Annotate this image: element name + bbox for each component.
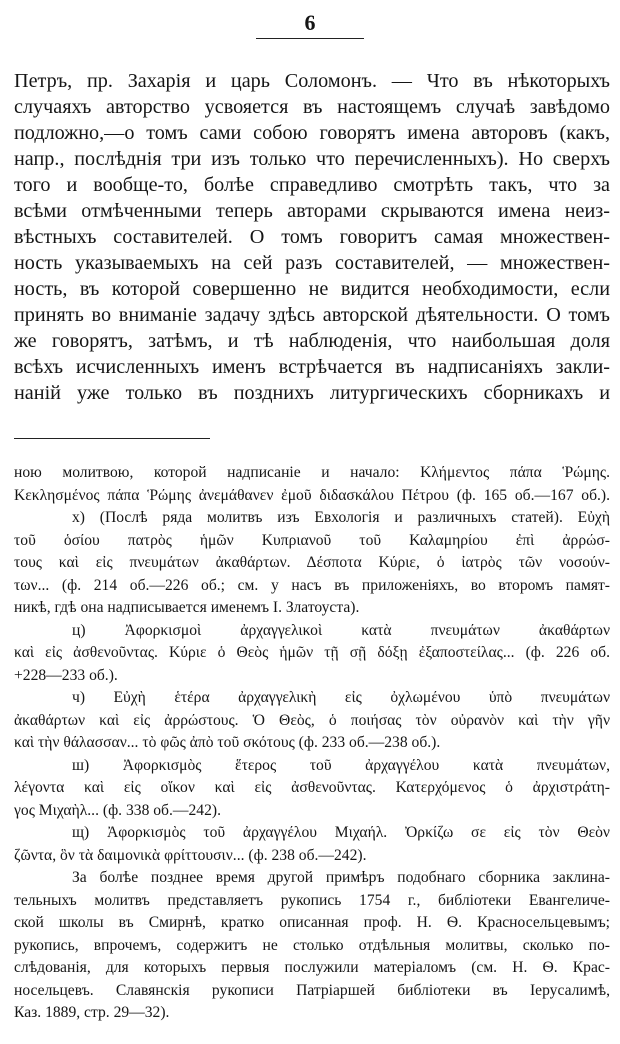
footnote-line: τοῦ ὁσίου πατρὸς ἡμῶν Κυπριανοῦ τοῦ Καλαμηρίου ἐπὶ ἀρρώσ- (14, 531, 610, 549)
main-text-line: всѣхъ исчисленныхъ именъ встрѣчается въ надписаніяхъ закли- (14, 356, 610, 378)
footnotes-block (14, 462, 610, 1025)
main-text-block (14, 68, 610, 406)
main-text-line: вѣстныхъ составителей. О томъ говоритъ самая множествен- (14, 226, 610, 248)
footnote-line: рукопись, впрочемъ, содержитъ не столько отдѣльныя молитвы, сколько по- (14, 936, 610, 954)
main-text-line: того и вообще-то, болѣе справедливо смотрѣть такъ, что за (14, 174, 610, 196)
footnote-line: ἀκαθάρτων καὶ εἰς ἀρρώστους. Ὁ Θεὸς, ὁ ποιήσας τὸν οὐρανὸν καὶ τὴν γῆν (14, 711, 610, 729)
footnote-line: ζῶντα, ὃν τὰ δαιμονικὰ φρίττουσιν... (ф. 238 об.—242). (14, 846, 367, 864)
footnote-line: никѣ, гдѣ она надписывается именемъ І. Златоуста). (14, 599, 360, 616)
footnote-line: щ) Ἀφορκισμὸς τοῦ ἀρχαγγέλου Μιχαήλ. Ὀρκίζω σε εἰς τὸν Θεὸν (72, 824, 610, 841)
footnote-line: γος Μιχαὴλ... (ф. 338 об.—242). (14, 801, 221, 819)
footnote-line: ш) Ἀφορκισμὸς ἕτερος τοῦ ἀρχαγγέλου κατὰ πνευμάτων, (72, 756, 610, 774)
footnote-line: ц) Ἀφορκισμοὶ ἀρχαγγελικοὶ κατὰ πνευμάτων ἀκαθάρτων (72, 621, 610, 639)
main-text-line: всѣми отмѣченными теперь авторами скрываются имена неиз- (14, 200, 610, 222)
main-text-line: принять во вниманіе задачу здѣсь авторской дѣятельности. О томъ (14, 304, 610, 326)
footnote-line: Κεκλησμένος πάπα Ῥώμης ἀνεμάθανεν ἐμοῦ διδασκάλου Πέτρου (ф. 165 об.—167 об.). (14, 486, 610, 504)
main-text-line: ность указываемыхъ на сей разъ составителей, — множествен- (14, 252, 610, 274)
main-text-line: Петръ, пр. Захарія и царь Соломонъ. — Что въ нѣкоторыхъ (14, 70, 610, 92)
footnote-line: καὶ εἰς ἀσθενοῦντας. Κύριε ὁ Θεὸς ἡμῶν τῇ σῇ δόξῃ ἐξαποστείλας... (ф. 226 об. (14, 644, 610, 661)
footnote-line: тельныхъ молитвъ представляетъ рукопись 1754 г., библіотеки Евангеличе- (14, 891, 610, 909)
footnote-line: +228—233 об.). (14, 666, 118, 684)
footnote-line: х) (Послѣ ряда молитвъ изъ Евхологія и различныхъ статей). Εὐχὴ (72, 509, 610, 526)
main-text-line: напр., послѣднія три изъ только что перечисленныхъ). Но сверхъ (14, 148, 610, 170)
footnote-line: Каз. 1889, стр. 29—32). (14, 1004, 170, 1021)
footnote-line: καὶ τὴν θάλασσαν... τὸ φῶς ἀπὸ τοῦ σκότους (ф. 233 об.—238 об.). (14, 734, 441, 751)
main-text-line: же говорятъ, затѣмъ, и тѣ наблюденія, что наибольшая доля (14, 330, 610, 352)
footnote-line: ною молитвою, которой надписаніе и начало: Κλήμεντος πάπα Ῥώμης. (14, 464, 610, 481)
footnote-line: слѣдованія, для которыхъ первыя послужили матеріаломъ (см. Н. Ѳ. Крас- (14, 959, 610, 976)
footnote-line: τους καὶ εἰς πνευμάτων ἀκαθάρτων. Δέσποτα Κύριε, ὁ ἰατρὸς τῶν νοσούν- (14, 554, 610, 571)
main-text-line: наній уже только въ позднихъ литургическихъ сборникахъ и (14, 382, 610, 404)
main-text-line: ность, въ которой совершенно не видится необходимости, если (14, 278, 610, 300)
footnote-line: ч) Εὐχὴ ἑτέρα ἀρχαγγελικὴ εἰς ὀχλωμένου ὑπὸ πνευμάτων (72, 689, 610, 706)
footnote-line: λέγοντα καὶ εἰς οἴκον καὶ εἰς ἀσθενοῦντας. Κατερχόμενος ὁ ἀρχιστράτη- (14, 779, 610, 796)
footnote-line: ской школы въ Смирнѣ, кратко описанная проф. Н. Ѳ. Красносельцевымъ; (14, 914, 610, 931)
header-rule (256, 38, 364, 39)
main-text-line: случаяхъ авторство усвояется въ настоящемъ случаѣ завѣдомо (14, 96, 610, 118)
page-number: 6 (304, 10, 316, 35)
footnote-line: За болѣе позднее время другой примѣръ подобнаго сборника заклина- (72, 869, 610, 886)
main-text-line: подложно,—о томъ сами собою говорятъ имена авторовъ (какъ, (14, 122, 610, 144)
footnote-rule (14, 438, 210, 439)
footnote-line: των... (ф. 214 об.—226 об.; см. у насъ въ приложеніяхъ, во второмъ памят- (14, 576, 610, 594)
footnote-line: носельцевъ. Славянскія рукописи Патріаршей библіотеки въ Іерусалимѣ, (14, 981, 610, 999)
